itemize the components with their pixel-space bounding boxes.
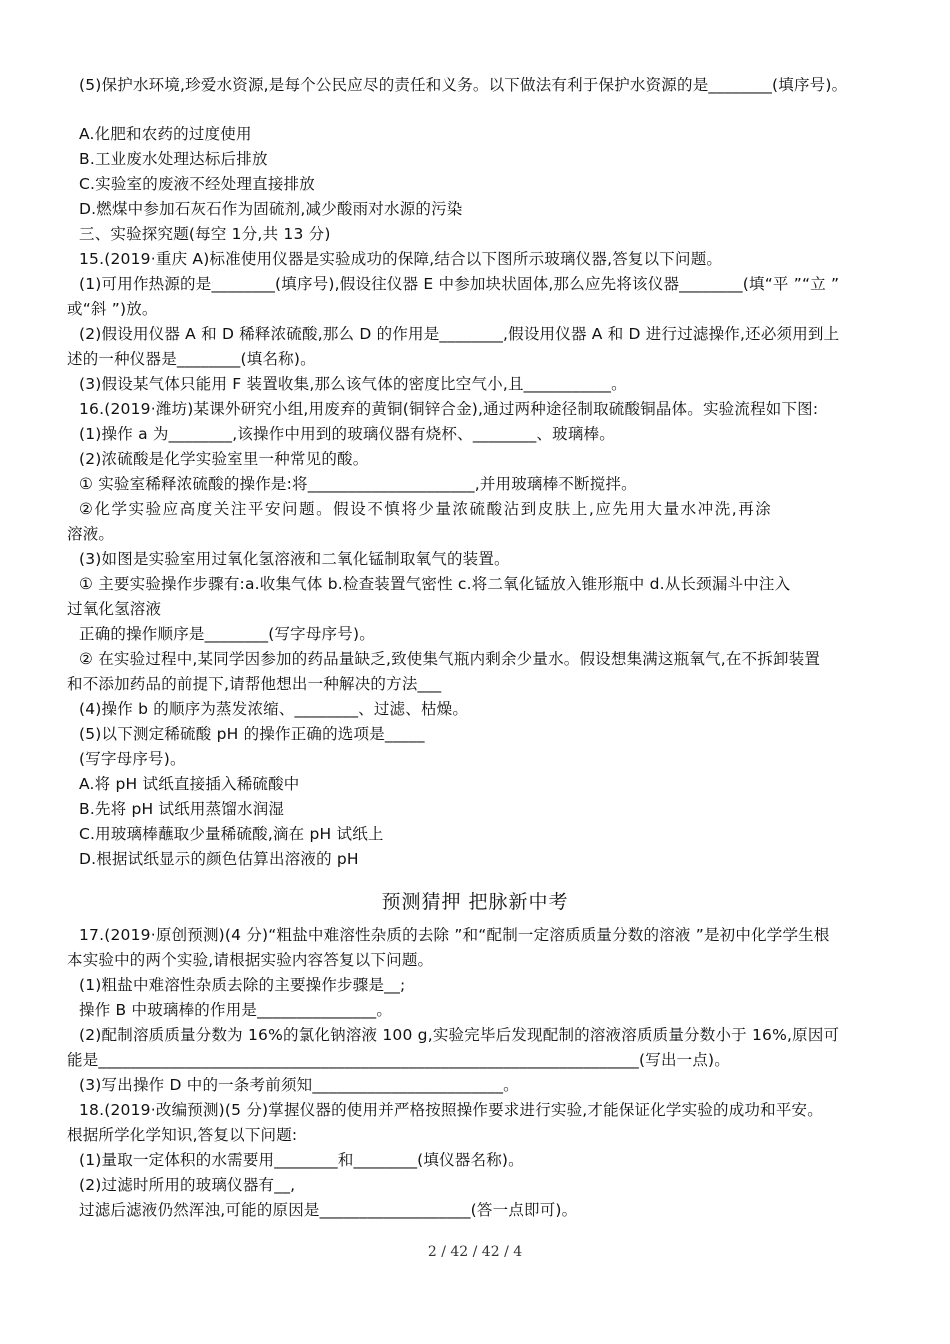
- text-line: 过滤后滤液仍然浑浊,可能的原因是___________________(答一点即可)。: [79, 1201, 578, 1219]
- text-line: ① 主要实验操作步骤有:a.收集气体 b.检查装置气密性 c.将二氧化锰放入锥形瓶中 d.从长颈漏斗中注入: [79, 575, 791, 593]
- text-line: (1)量取一定体积的水需要用________和________(填仪器名称)。: [79, 1151, 524, 1169]
- question-heading: 16.(2019·潍坊)某课外研究小组,用废弃的黄铜(铜锌合金),通过两种途径制取硫酸铜晶体。实验流程如下图:: [79, 400, 819, 418]
- question-heading: 18.(2019·改编预测)(5 分)掌握仪器的使用并严格按照操作要求进行实验,才能保证化学实验的成功和平安。: [79, 1101, 823, 1119]
- text-line: 正确的操作顺序是________(写字母序号)。: [79, 625, 375, 643]
- page-footer: 2 / 42 / 42 / 4: [427, 1244, 523, 1260]
- text-line: (2)假设用仪器 A 和 D 稀释浓硫酸,那么 D 的作用是________,假设用仪器 A 和 D 进行过滤操作,还必须用到上: [79, 325, 840, 343]
- text-line: A.化肥和农药的过度使用: [79, 125, 252, 143]
- text-line: ② 在实验过程中,某同学因参加的药品量缺乏,致使集气瓶内剩余少量水。假设想集满这瓶氧气,在不拆卸装置: [79, 650, 821, 668]
- text-line: C.实验室的废液不经处理直接排放: [79, 175, 315, 193]
- text-line: C.用玻璃棒蘸取少量稀硫酸,滴在 pH 试纸上: [79, 825, 384, 843]
- text-line: (2)浓硫酸是化学实验室里一种常见的酸。: [79, 450, 369, 468]
- text-line: (1)可用作热源的是________(填序号),假设往仪器 E 中参加块状固体,那么应先将该仪器________(填“平 ”“立 ”: [79, 275, 840, 293]
- text-line: 和不添加药品的前提下,请帮他想出一种解决的方法___: [67, 675, 442, 693]
- text-line: (1)操作 a 为________,该操作中用到的玻璃仪器有烧杯、________、玻璃棒。: [79, 425, 615, 443]
- text-line: A.将 pH 试纸直接插入稀硫酸中: [79, 775, 300, 793]
- text-line: D.根据试纸显示的颜色估算出溶液的 pH: [79, 850, 359, 868]
- text-line: ① 实验室稀释浓硫酸的操作是:将_____________________,并用玻璃棒不断搅拌。: [79, 475, 637, 493]
- section-heading: 三、实验探究题(每空 1分,共 13 分): [79, 225, 331, 243]
- text-line: (3)假设某气体只能用 F 装置收集,那么该气体的密度比空气小,且___________。: [79, 375, 627, 393]
- text-line: (5)以下测定稀硫酸 pH 的操作正确的选项是_____: [79, 725, 425, 743]
- text-line: (5)保护水环境,珍爱水资源,是每个公民应尽的责任和义务。以下做法有利于保护水资源的是________(填序号)。: [79, 76, 848, 94]
- text-line: B.先将 pH 试纸用蒸馏水润湿: [79, 800, 285, 818]
- text-line: (2)配制溶质质量分数为 16%的氯化钠溶液 100 g,实验完毕后发现配制的溶液溶质质量分数小于 16%,原因可: [79, 1026, 840, 1044]
- text-line: 操作 B 中玻璃棒的作用是_______________。: [79, 1001, 393, 1019]
- text-line: 或“斜 ”)放。: [67, 300, 158, 318]
- text-line: 过氧化氢溶液: [67, 600, 162, 618]
- text-line: D.燃煤中参加石灰石作为固硫剂,减少酸雨对水源的污染: [79, 200, 463, 218]
- text-line: B.工业废水处理达标后排放: [79, 150, 268, 168]
- text-line: (4)操作 b 的顺序为蒸发浓缩、________、过滤、枯燥。: [79, 700, 469, 718]
- text-line: (3)如图是实验室用过氧化氢溶液和二氧化锰制取氧气的装置。: [79, 550, 510, 568]
- text-line: 能是____________________________________________________________________(写出一点)。: [67, 1051, 730, 1069]
- question-heading: 17.(2019·原创预测)(4 分)“粗盐中难溶性杂质的去除 ”和“配制一定溶质质量分数的溶液 ”是初中化学学生根: [79, 926, 830, 944]
- text-line: 溶液。: [67, 525, 115, 543]
- text-line: 本实验中的两个实验,请根据实验内容答复以下问题。: [67, 951, 434, 969]
- text-line: (2)过滤时所用的玻璃仪器有__,: [79, 1176, 296, 1194]
- section-title: 预测猜押 把脉新中考: [381, 891, 569, 913]
- text-line: (写字母序号)。: [79, 750, 186, 768]
- text-line: (3)写出操作 D 中的一条考前须知________________________。: [79, 1076, 519, 1094]
- text-line: 述的一种仪器是________(填名称)。: [67, 350, 316, 368]
- text-line: ②化学实验应高度关注平安问题。假设不慎将少量浓硫酸沾到皮肤上,应先用大量水冲洗,再涂: [79, 500, 773, 518]
- text-line: 根据所学化学知识,答复以下问题:: [67, 1126, 298, 1144]
- text-line: (1)粗盐中难溶性杂质去除的主要操作步骤是__;: [79, 976, 406, 994]
- question-heading: 15.(2019·重庆 A)标准使用仪器是实验成功的保障,结合以下图所示玻璃仪器,答复以下问题。: [79, 250, 723, 268]
